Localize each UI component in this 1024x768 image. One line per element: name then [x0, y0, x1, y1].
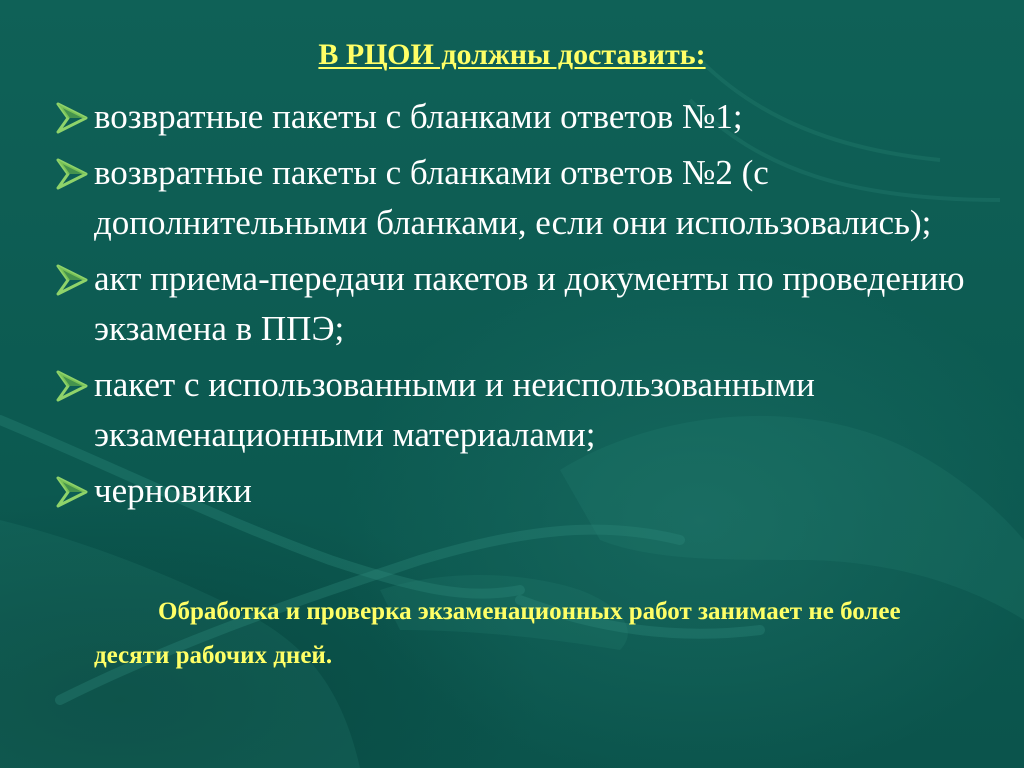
bullet-text: пакет с использованными и неиспользованными экзаменационными материалами; — [94, 365, 815, 454]
processing-note — [94, 590, 954, 678]
arrow-bullet-icon — [56, 102, 90, 134]
bullet-list — [56, 92, 1016, 522]
bullet-item-2 — [56, 148, 1016, 248]
bullet-item-1 — [56, 92, 1016, 142]
note-text: Обработка и проверка экзаменационных работ занимает не более десяти рабочих дней. — [94, 598, 901, 669]
bullet-item-5 — [56, 466, 1016, 516]
arrow-bullet-icon — [56, 370, 90, 402]
arrow-bullet-icon — [56, 476, 90, 508]
bullet-item-3 — [56, 254, 1016, 354]
bullet-item-4 — [56, 360, 1016, 460]
bullet-text: возвратные пакеты с бланками ответов №1; — [94, 97, 743, 136]
bullet-text: черновики — [94, 471, 252, 510]
bullet-text: возвратные пакеты с бланками ответов №2 (с дополнительными бланками, если они использовались); — [94, 153, 932, 242]
arrow-bullet-icon — [56, 158, 90, 190]
bullet-text: акт приема-передачи пакетов и документы по проведению экзамена в ППЭ; — [94, 259, 965, 348]
slide-title: В РЦОИ должны доставить: — [318, 38, 706, 71]
arrow-bullet-icon — [56, 264, 90, 296]
